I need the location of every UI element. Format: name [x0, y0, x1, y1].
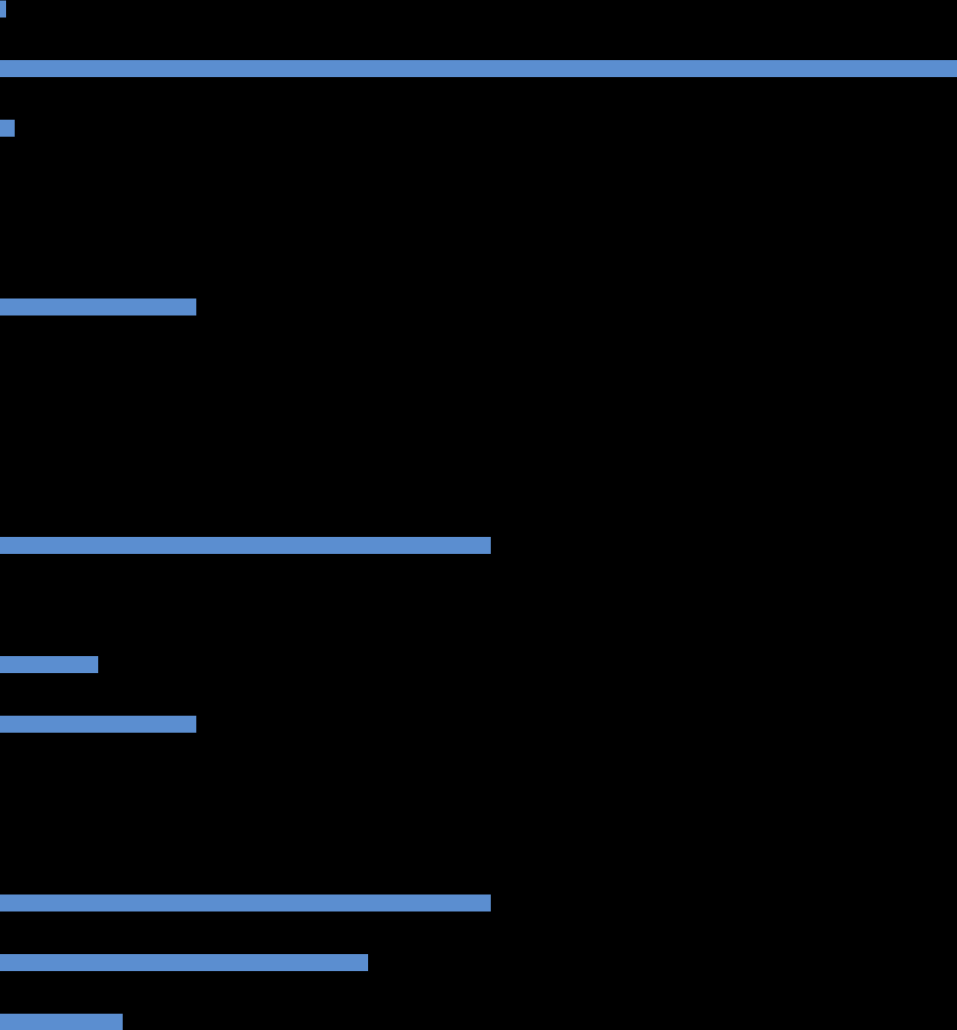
bar-11 — [0, 656, 98, 673]
bar-15 — [0, 895, 491, 912]
bar-5 — [0, 299, 196, 316]
bar-2 — [0, 120, 15, 137]
bar-16 — [0, 954, 368, 971]
bar-0 — [0, 1, 6, 18]
bar-9 — [0, 537, 491, 554]
bar-12 — [0, 716, 196, 733]
bar-17 — [0, 1014, 123, 1030]
bar-1 — [0, 60, 957, 77]
